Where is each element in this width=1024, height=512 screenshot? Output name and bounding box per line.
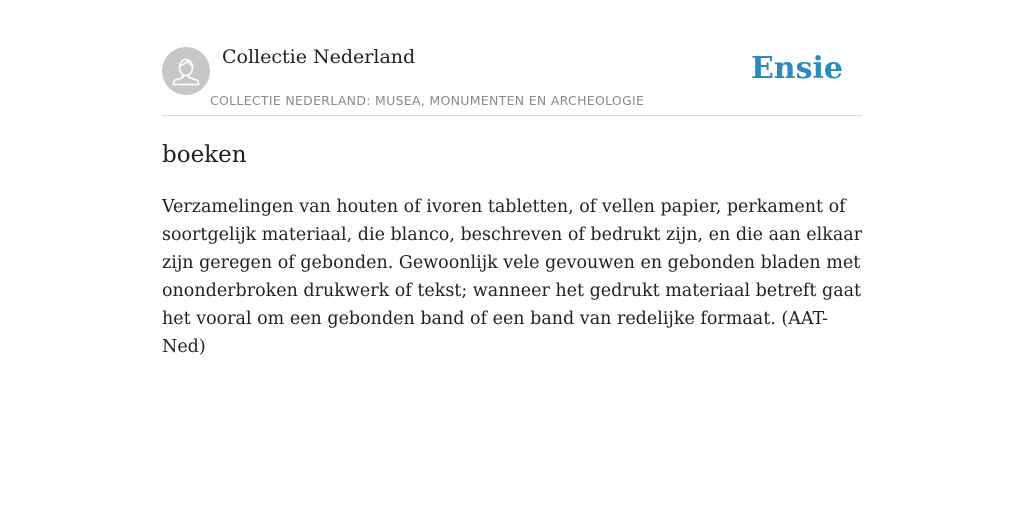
entry-header: [162, 44, 862, 116]
source-description: COLLECTIE NEDERLAND: MUSEA, MONUMENTEN EN ARCHEOLOGIE: [210, 93, 645, 108]
entry-card: [162, 44, 862, 361]
ensie-logo-link[interactable]: Ensie: [750, 51, 843, 86]
avatar[interactable]: [162, 47, 210, 95]
entry-definition: Verzamelingen van houten of ivoren tabletten, of vellen papier, perkament of soortgelijk materiaal, die blanco, beschreven of bedrukt zijn, en die aan elkaar zijn geregen of gebonden. Gewoonlijk vele gevouwen en gebonden bladen met ononderbroken drukwerk of tekst; wanneer het gedrukt materiaal betreft gaat het vooral om een gebonden band of een band van redelijke formaat. (AAT-Ned): [162, 197, 863, 357]
entry-term: boeken: [162, 142, 247, 168]
user-silhouette-icon: [162, 47, 210, 95]
source-name[interactable]: Collectie Nederland: [222, 46, 416, 68]
